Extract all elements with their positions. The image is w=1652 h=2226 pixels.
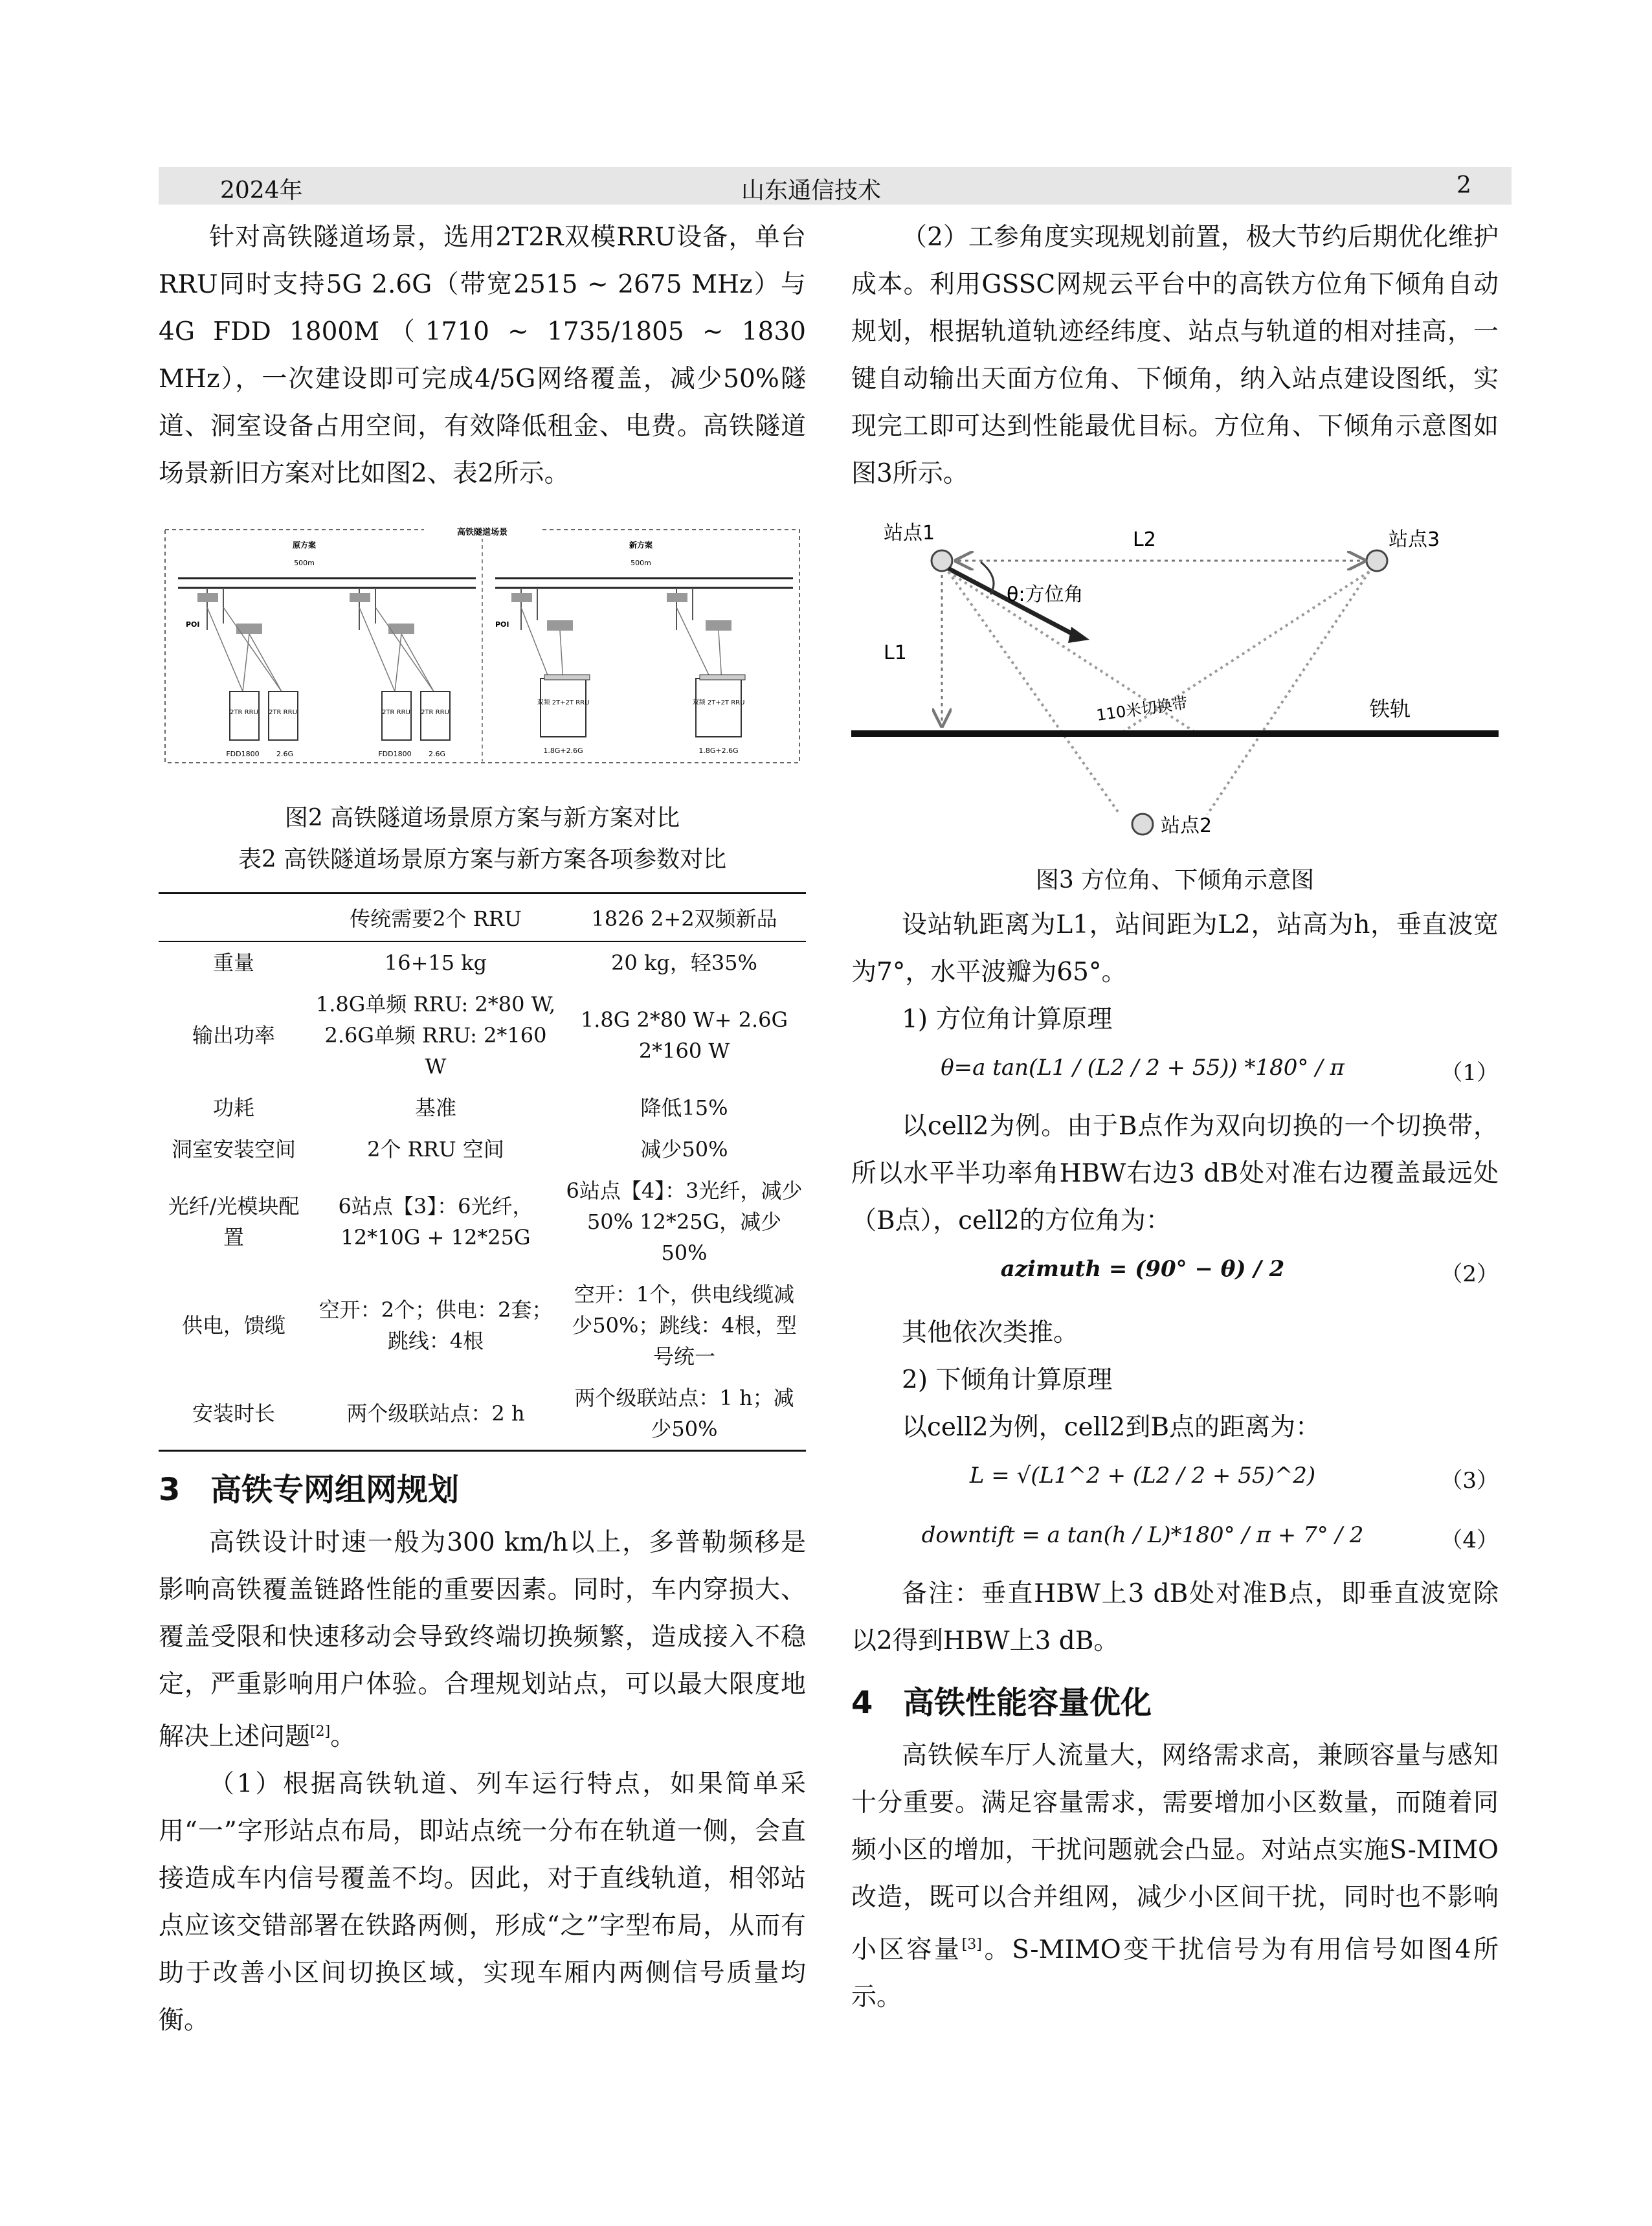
- table-cell: 6站点【4】：3光纤，减少50% 12*25G，减少50%: [566, 1178, 803, 1265]
- table-row: [159, 1170, 806, 1274]
- figure-2: [159, 517, 806, 772]
- comparison-table: [159, 892, 806, 1452]
- equation-formula: L = √(L1^2 + (L2 / 2 + 55)^2): [969, 1463, 1316, 1489]
- paragraph: [851, 1732, 1499, 2021]
- table-header-cell: [159, 894, 309, 942]
- equation-formula: θ=a tan(L1 / (L2 / 2 + 55)) *180° / π: [941, 1055, 1345, 1081]
- equation-number: （3）: [1440, 1468, 1499, 1494]
- section-title: 高铁专网组网规划: [210, 1472, 460, 1508]
- page-header: [159, 167, 1512, 205]
- subheading: 2) 下倾角计算原理: [902, 1366, 1113, 1395]
- paragraph-text: 。S-MIMO变干扰信号为有用信号如图4所示。: [851, 1935, 1499, 2012]
- table-cell: 降低15%: [640, 1096, 728, 1120]
- fig2-rru-new-label: 双频 2T+2T RRU: [692, 699, 745, 706]
- rail-label: 铁轨: [1369, 697, 1411, 721]
- table-header-cell: 传统需要2个 RRU: [309, 894, 563, 942]
- citation: [2]: [310, 1724, 331, 1740]
- l2-label: L2: [1133, 528, 1156, 551]
- fig2-band-label: 2.6G: [428, 750, 446, 758]
- table-header-row: [159, 894, 806, 942]
- paragraph: 备注：垂直HBW上3 dB处对准B点，即垂直波宽除以2得到HBW上3 dB。: [851, 1579, 1499, 1656]
- table-cell: 20 kg，轻35%: [611, 950, 757, 975]
- table-cell: 16+15 kg: [384, 950, 487, 975]
- fig2-distance-new: 500m: [631, 559, 651, 567]
- site-3-marker: [1367, 550, 1387, 571]
- paragraph-text: 高铁候车厅人流量大，网络需求高，兼顾容量与感知十分重要。满足容量需求，需要增加小区数量，而随着同频小区的增加，干扰问题就会凸显。对站点实施S-MIMO改造，既可以合并组网，减少小区间干扰，同时也不影响小区容量: [851, 1741, 1499, 1964]
- citation: [3]: [961, 1937, 982, 1953]
- table-cell: 空开：1个，供电线缆减少50%；跳线：4根，型号统一: [572, 1282, 797, 1369]
- table-cell: 输出功率: [192, 1023, 275, 1048]
- l1-label: L1: [884, 642, 907, 664]
- subheading: 1) 方位角计算原理: [902, 1005, 1113, 1034]
- table-2-caption: 表2 高铁隧道场景原方案与新方案各项参数对比: [238, 846, 727, 873]
- table-row: [159, 1129, 806, 1170]
- equation-number: （4）: [1440, 1527, 1499, 1553]
- table-cell: 空开：2个；供电：2套；跳线：4根: [318, 1298, 553, 1353]
- paragraph: 设站轨距离为L1，站间距为L2，站高为h，垂直波宽为7°，水平波瓣为65°。: [851, 910, 1499, 987]
- table-cell: 安装时长: [159, 1377, 309, 1451]
- figure-3: [851, 510, 1499, 856]
- equation-number: （1）: [1440, 1060, 1499, 1086]
- azimuth-downtilt-diagram: [851, 510, 1499, 853]
- left-column: [159, 214, 806, 2044]
- table-row: [159, 1087, 806, 1129]
- table-cell: 2个 RRU 空间: [367, 1137, 504, 1162]
- table-header-cell: 1826 2+2双频新品: [563, 894, 806, 942]
- paragraph: [159, 1519, 806, 1760]
- paragraph: 以cell2为例。由于B点作为双向切换的一个切换带，所以水平半功率角HBW右边3 dB处对准右边覆盖最远处（B点），cell2的方位角为：: [851, 1112, 1499, 1235]
- equation-1: [851, 1043, 1499, 1103]
- equation-formula: azimuth = (90° − θ) / 2: [1000, 1256, 1285, 1282]
- section-number: 3: [159, 1472, 181, 1508]
- table-cell: 两个级联站点：1 h；减少50%: [563, 1377, 806, 1451]
- table-row: [159, 984, 806, 1087]
- fig2-rru-label: 2TR RRU: [382, 709, 410, 716]
- table-cell: 重量: [212, 950, 254, 975]
- paragraph: 针对高铁隧道场景，选用2T2R双模RRU设备，单台RRU同时支持5G 2.6G（带宽2515 ~ 2675 MHz）与4G FDD 1800M（1710 ~ 1735/1805 ~ 1830 MHz），一次建设即可完成4/5G网络覆盖，减少50%隧道、洞室设备占用空间，有效降低租金、电费。高铁隧道场景新旧方案对比如图2、表2所示。: [159, 223, 806, 488]
- header-journal: 山东通信技术: [741, 177, 882, 204]
- figure-2-caption: 图2 高铁隧道场景原方案与新方案对比: [284, 805, 680, 831]
- table-cell: 6站点【3】：6光纤，12*10G + 12*25G: [338, 1194, 533, 1250]
- paragraph-text: 高铁设计时速一般为300 km/h以上，多普勒频移是影响高铁覆盖链路性能的重要因素。同时，车内穿损大、覆盖受限和快速移动会导致终端切换频繁，造成接入不稳定，严重影响用户体验。合理规划站点，可以最大限度地解决上述问题: [159, 1528, 806, 1751]
- section-title: 高铁性能容量优化: [903, 1685, 1152, 1721]
- fig2-rru-label: 2TR RRU: [269, 709, 297, 716]
- equation-2: [851, 1244, 1499, 1309]
- paragraph-text: 。: [330, 1722, 356, 1751]
- fig2-old-label: 原方案: [292, 541, 317, 550]
- site-2-label: 站点2: [1161, 815, 1212, 837]
- header-year: 2024年: [220, 177, 303, 204]
- paragraph: （2）工参角度实现规划前置，极大节约后期优化维护成本。利用GSSC网规云平台中的高铁方位角下倾角自动规划，根据轨道轨迹经纬度、站点与轨道的相对挂高，一键自动输出天面方位角、下倾角，纳入站点建设图纸，实现完工即可达到性能最优目标。方位角、下倾角示意图如图3所示。: [851, 223, 1499, 488]
- handover-zone-label: 110米切换带: [1095, 693, 1189, 725]
- table-row: [159, 941, 806, 984]
- table-cell: 供电，馈缆: [181, 1313, 285, 1338]
- fig2-band-label: FDD1800: [226, 750, 260, 758]
- fig2-rru-new-label: 双频 2T+2T RRU: [537, 699, 590, 706]
- table-cell: 两个级联站点：2 h: [309, 1377, 563, 1451]
- fig2-new-label: 新方案: [629, 541, 653, 550]
- equation-4: [851, 1511, 1499, 1570]
- site-1-label: 站点1: [884, 522, 935, 545]
- fig2-distance-old: 500m: [294, 559, 315, 567]
- fig2-rru-label: 2TR RRU: [421, 709, 449, 716]
- site-2-marker: [1132, 814, 1153, 835]
- table-cell: 洞室安装空间: [171, 1137, 296, 1162]
- header-page-number: 2: [1457, 172, 1471, 199]
- section-number: 4: [851, 1685, 873, 1721]
- figure-3-caption: 图3 方位角、下倾角示意图: [1035, 867, 1315, 894]
- table-cell: 基准: [414, 1096, 456, 1120]
- section-heading: [159, 1461, 806, 1519]
- equation-3: [851, 1451, 1499, 1511]
- fig2-rru-label: 2TR RRU: [230, 709, 258, 716]
- fig2-poi-new: POI: [495, 620, 509, 629]
- theta-label: θ:方位角: [1007, 583, 1084, 606]
- table-cell: 1.8G单频 RRU: 2*80 W, 2.6G单频 RRU: 2*160 W: [315, 992, 556, 1079]
- section-heading: [851, 1674, 1499, 1732]
- fig2-poi-old: POI: [186, 620, 200, 629]
- table-row: [159, 1274, 806, 1377]
- table-cell: 减少50%: [640, 1137, 728, 1162]
- fig2-band-label: FDD1800: [378, 750, 412, 758]
- table-cell: 1.8G 2*80 W+ 2.6G 2*160 W: [580, 1007, 788, 1063]
- equation-formula: downtift = a tan(h / L)*180° / π + 7° / 2: [921, 1522, 1364, 1548]
- table-row: [159, 1377, 806, 1451]
- paragraph: 以cell2为例，cell2到B点的距离为：: [902, 1413, 1321, 1442]
- fig2-band-label: 2.6G: [276, 750, 294, 758]
- site-3-label: 站点3: [1389, 528, 1440, 551]
- tunnel-scheme-diagram: [159, 517, 806, 769]
- fig2-band-new: 1.8G+2.6G: [698, 747, 739, 755]
- table-cell: 功耗: [212, 1096, 254, 1120]
- fig2-band-new: 1.8G+2.6G: [543, 747, 583, 755]
- equation-number: （2）: [1440, 1261, 1499, 1287]
- paragraph: （1）根据高铁轨道、列车运行特点，如果简单采用“一”字形站点布局，即站点统一分布在轨道一侧，会直接造成车内信号覆盖不均。因此，对于直线轨道，相邻站点应该交错部署在铁路两侧，形成“之”字型布局，从而有助于改善小区间切换区域，实现车厢内两侧信号质量均衡。: [159, 1770, 806, 2035]
- table-cell: 光纤/光模块配置: [168, 1194, 300, 1250]
- right-column: [851, 214, 1499, 2021]
- fig2-title: 高铁隧道场景: [456, 528, 508, 537]
- paragraph: 其他依次类推。: [902, 1318, 1079, 1347]
